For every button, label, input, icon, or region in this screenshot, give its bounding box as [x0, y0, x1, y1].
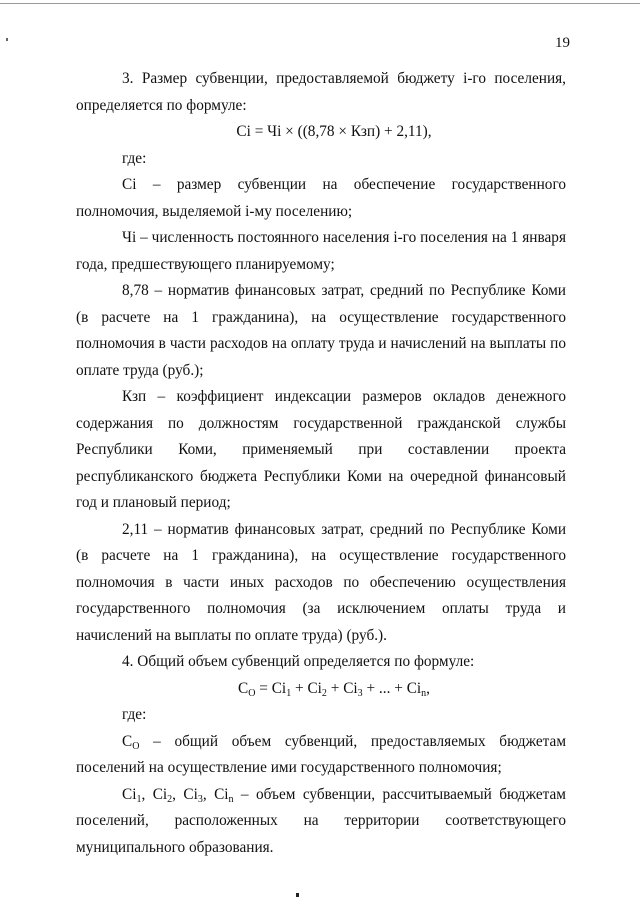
scan-mark: [6, 38, 8, 41]
formula-co-plus-2: +: [326, 679, 344, 697]
formula-co-lhs-subscript: O: [248, 687, 256, 699]
formula-co-term-1-subscript: 1: [286, 687, 292, 699]
formula-co: [76, 676, 566, 703]
formula-co-term-1: Ci: [271, 679, 287, 697]
definition-co: [76, 729, 566, 782]
definition-kzp: Кзп – коэффициент индексации размеров окладов денежного содержания по должностям государственной гражданской службы Республики Коми, применяемый при составлении проекта республиканского бюджета Республики Коми на очередной финансовый год и плановый период;: [76, 388, 566, 511]
formula-co-equals: =: [255, 679, 272, 697]
page-number: 19: [555, 35, 570, 51]
formula-co-comma: ,: [426, 679, 430, 697]
formula-co-term-3-subscript: 3: [357, 687, 363, 699]
section-4-intro: 4. Общий объем субвенций определяется по формуле:: [122, 653, 475, 670]
symbol-separator-2: ,: [172, 785, 184, 803]
symbol-separator-3: ,: [202, 785, 215, 803]
where-label-2: где:: [122, 706, 147, 723]
document-body: [76, 66, 566, 861]
symbol-ci-2: Ci: [152, 785, 168, 803]
formula-co-lhs: C: [238, 679, 249, 697]
scan-dot: [296, 893, 299, 897]
formula-co-term-3: Ci: [343, 679, 358, 697]
symbol-ci-3-subscript: 3: [197, 793, 203, 805]
definition-2-11: 2,11 – норматив финансовых затрат, средний по Республике Коми (в расчете на 1 гражданина), на осуществление государственного полномочия в части иных расходов по обеспечению осуществления государственного полномочия (за исключением оплаты труда и начислений на выплаты по оплате труда) (руб.).: [76, 520, 566, 644]
symbol-ci-n: Ci: [214, 785, 229, 803]
formula-ci: Ci = Чi × ((8,78 × Кзп) + 2,11),: [236, 123, 432, 140]
formula-co-term-2-subscript: 2: [321, 687, 327, 699]
formula-co-term-n-subscript: n: [421, 687, 427, 699]
definition-co-text: – общий объем субвенций, предоставляемых бюджетам поселений на осуществление ими государственного полномочия;: [76, 732, 566, 776]
where-label: где:: [122, 149, 147, 167]
definition-chi: Чi – численность постоянного населения i-го поселения на 1 января года, предшествующего планируемому;: [76, 229, 566, 273]
definition-ci: Ci – размер субвенции на обеспечение государственного полномочия, выделяемой i-му поселению;: [76, 176, 566, 220]
formula-co-term-n: Ci: [406, 679, 422, 697]
scan-top-edge: [0, 3, 640, 4]
definition-8-78: 8,78 – норматив финансовых затрат, средний по Республике Коми (в расчете на 1 гражданина), на осуществление государственного полномочия в части расходов на оплату труда и начислений на выплаты по оплате труда (руб.);: [76, 282, 566, 379]
symbol-ci-2-subscript: 2: [167, 793, 173, 805]
formula-co-term-2: Ci: [307, 679, 322, 697]
symbol-ci-1-subscript: 1: [136, 793, 142, 805]
symbol-ci-3: Ci: [183, 785, 198, 803]
symbol-ci-1: Ci: [122, 785, 137, 803]
definition-ci-n-text: – объем субвенции, рассчитываемый бюджетам поселений, расположенных на территории соответствующего муниципального образования.: [76, 785, 566, 856]
definition-ci-n: [76, 782, 566, 862]
symbol-separator-1: ,: [141, 785, 153, 803]
formula-co-plus-1: +: [291, 679, 308, 697]
definition-co-symbol-subscript: O: [132, 740, 140, 752]
symbol-ci-n-subscript: n: [228, 793, 234, 805]
formula-co-plus-ellipsis: + ... +: [362, 679, 407, 697]
definition-co-symbol: C: [122, 732, 133, 750]
section-3-intro: 3. Размер субвенции, предоставляемой бюджету i-го поселения, определяется по формуле:: [76, 70, 566, 114]
